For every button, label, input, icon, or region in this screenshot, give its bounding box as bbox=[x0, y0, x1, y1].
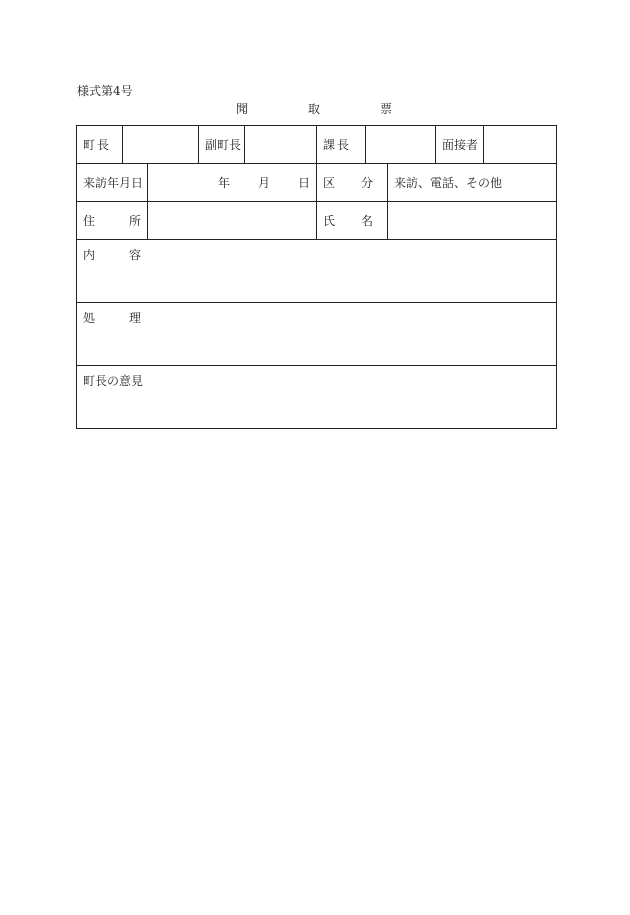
content-cell[interactable] bbox=[77, 240, 557, 303]
content-label: 内 容 bbox=[83, 248, 141, 262]
mayor-label-cell bbox=[77, 126, 123, 164]
address-label: 住 所 bbox=[83, 213, 141, 228]
visit-row bbox=[77, 164, 557, 202]
approval-row bbox=[77, 126, 557, 164]
visit-date-value-cell[interactable] bbox=[148, 164, 317, 202]
deputy-mayor-label-cell bbox=[199, 126, 245, 164]
name-label-cell bbox=[317, 202, 388, 240]
mayor-stamp-cell[interactable] bbox=[123, 126, 199, 164]
form-number: 様式第4号 bbox=[77, 84, 133, 98]
visit-date-label-cell bbox=[77, 164, 148, 202]
address-value-cell[interactable] bbox=[148, 202, 317, 240]
month-unit: 月 bbox=[257, 175, 270, 190]
deputy-mayor-label: 副町長 bbox=[205, 137, 242, 152]
mayor-opinion-label: 町長の意見 bbox=[83, 374, 144, 388]
form-title-char-1: 聞 bbox=[236, 102, 249, 116]
category-label-cell bbox=[317, 164, 388, 202]
interviewer-label: 面接者 bbox=[442, 137, 479, 152]
mayor-opinion-cell[interactable] bbox=[77, 366, 557, 429]
mayor-opinion-row bbox=[77, 366, 557, 429]
interviewer-stamp-cell[interactable] bbox=[484, 126, 557, 164]
year-unit: 年 bbox=[217, 175, 230, 190]
section-chief-stamp-cell[interactable] bbox=[366, 126, 436, 164]
hearing-form-table bbox=[76, 125, 557, 429]
address-row bbox=[77, 202, 557, 240]
day-unit: 日 bbox=[297, 175, 310, 190]
content-row bbox=[77, 240, 557, 303]
section-chief-label: 課 長 bbox=[323, 137, 349, 152]
category-label: 区 分 bbox=[323, 175, 373, 190]
mayor-label: 町 長 bbox=[83, 137, 109, 152]
processing-row bbox=[77, 303, 557, 366]
section-chief-label-cell bbox=[317, 126, 366, 164]
processing-cell[interactable] bbox=[77, 303, 557, 366]
form-title bbox=[236, 102, 392, 116]
deputy-mayor-stamp-cell[interactable] bbox=[245, 126, 317, 164]
category-value-cell[interactable] bbox=[388, 164, 557, 202]
name-value-cell[interactable] bbox=[388, 202, 557, 240]
form-title-char-3: 票 bbox=[379, 102, 392, 116]
interviewer-label-cell bbox=[436, 126, 484, 164]
form-title-char-2: 取 bbox=[307, 102, 320, 116]
processing-label: 処 理 bbox=[83, 311, 141, 325]
visit-date-field bbox=[148, 176, 316, 190]
visit-date-label: 来訪年月日 bbox=[83, 175, 144, 190]
category-value: 来訪、電話、その他 bbox=[394, 175, 503, 190]
name-label: 氏 名 bbox=[323, 213, 373, 228]
address-label-cell bbox=[77, 202, 148, 240]
